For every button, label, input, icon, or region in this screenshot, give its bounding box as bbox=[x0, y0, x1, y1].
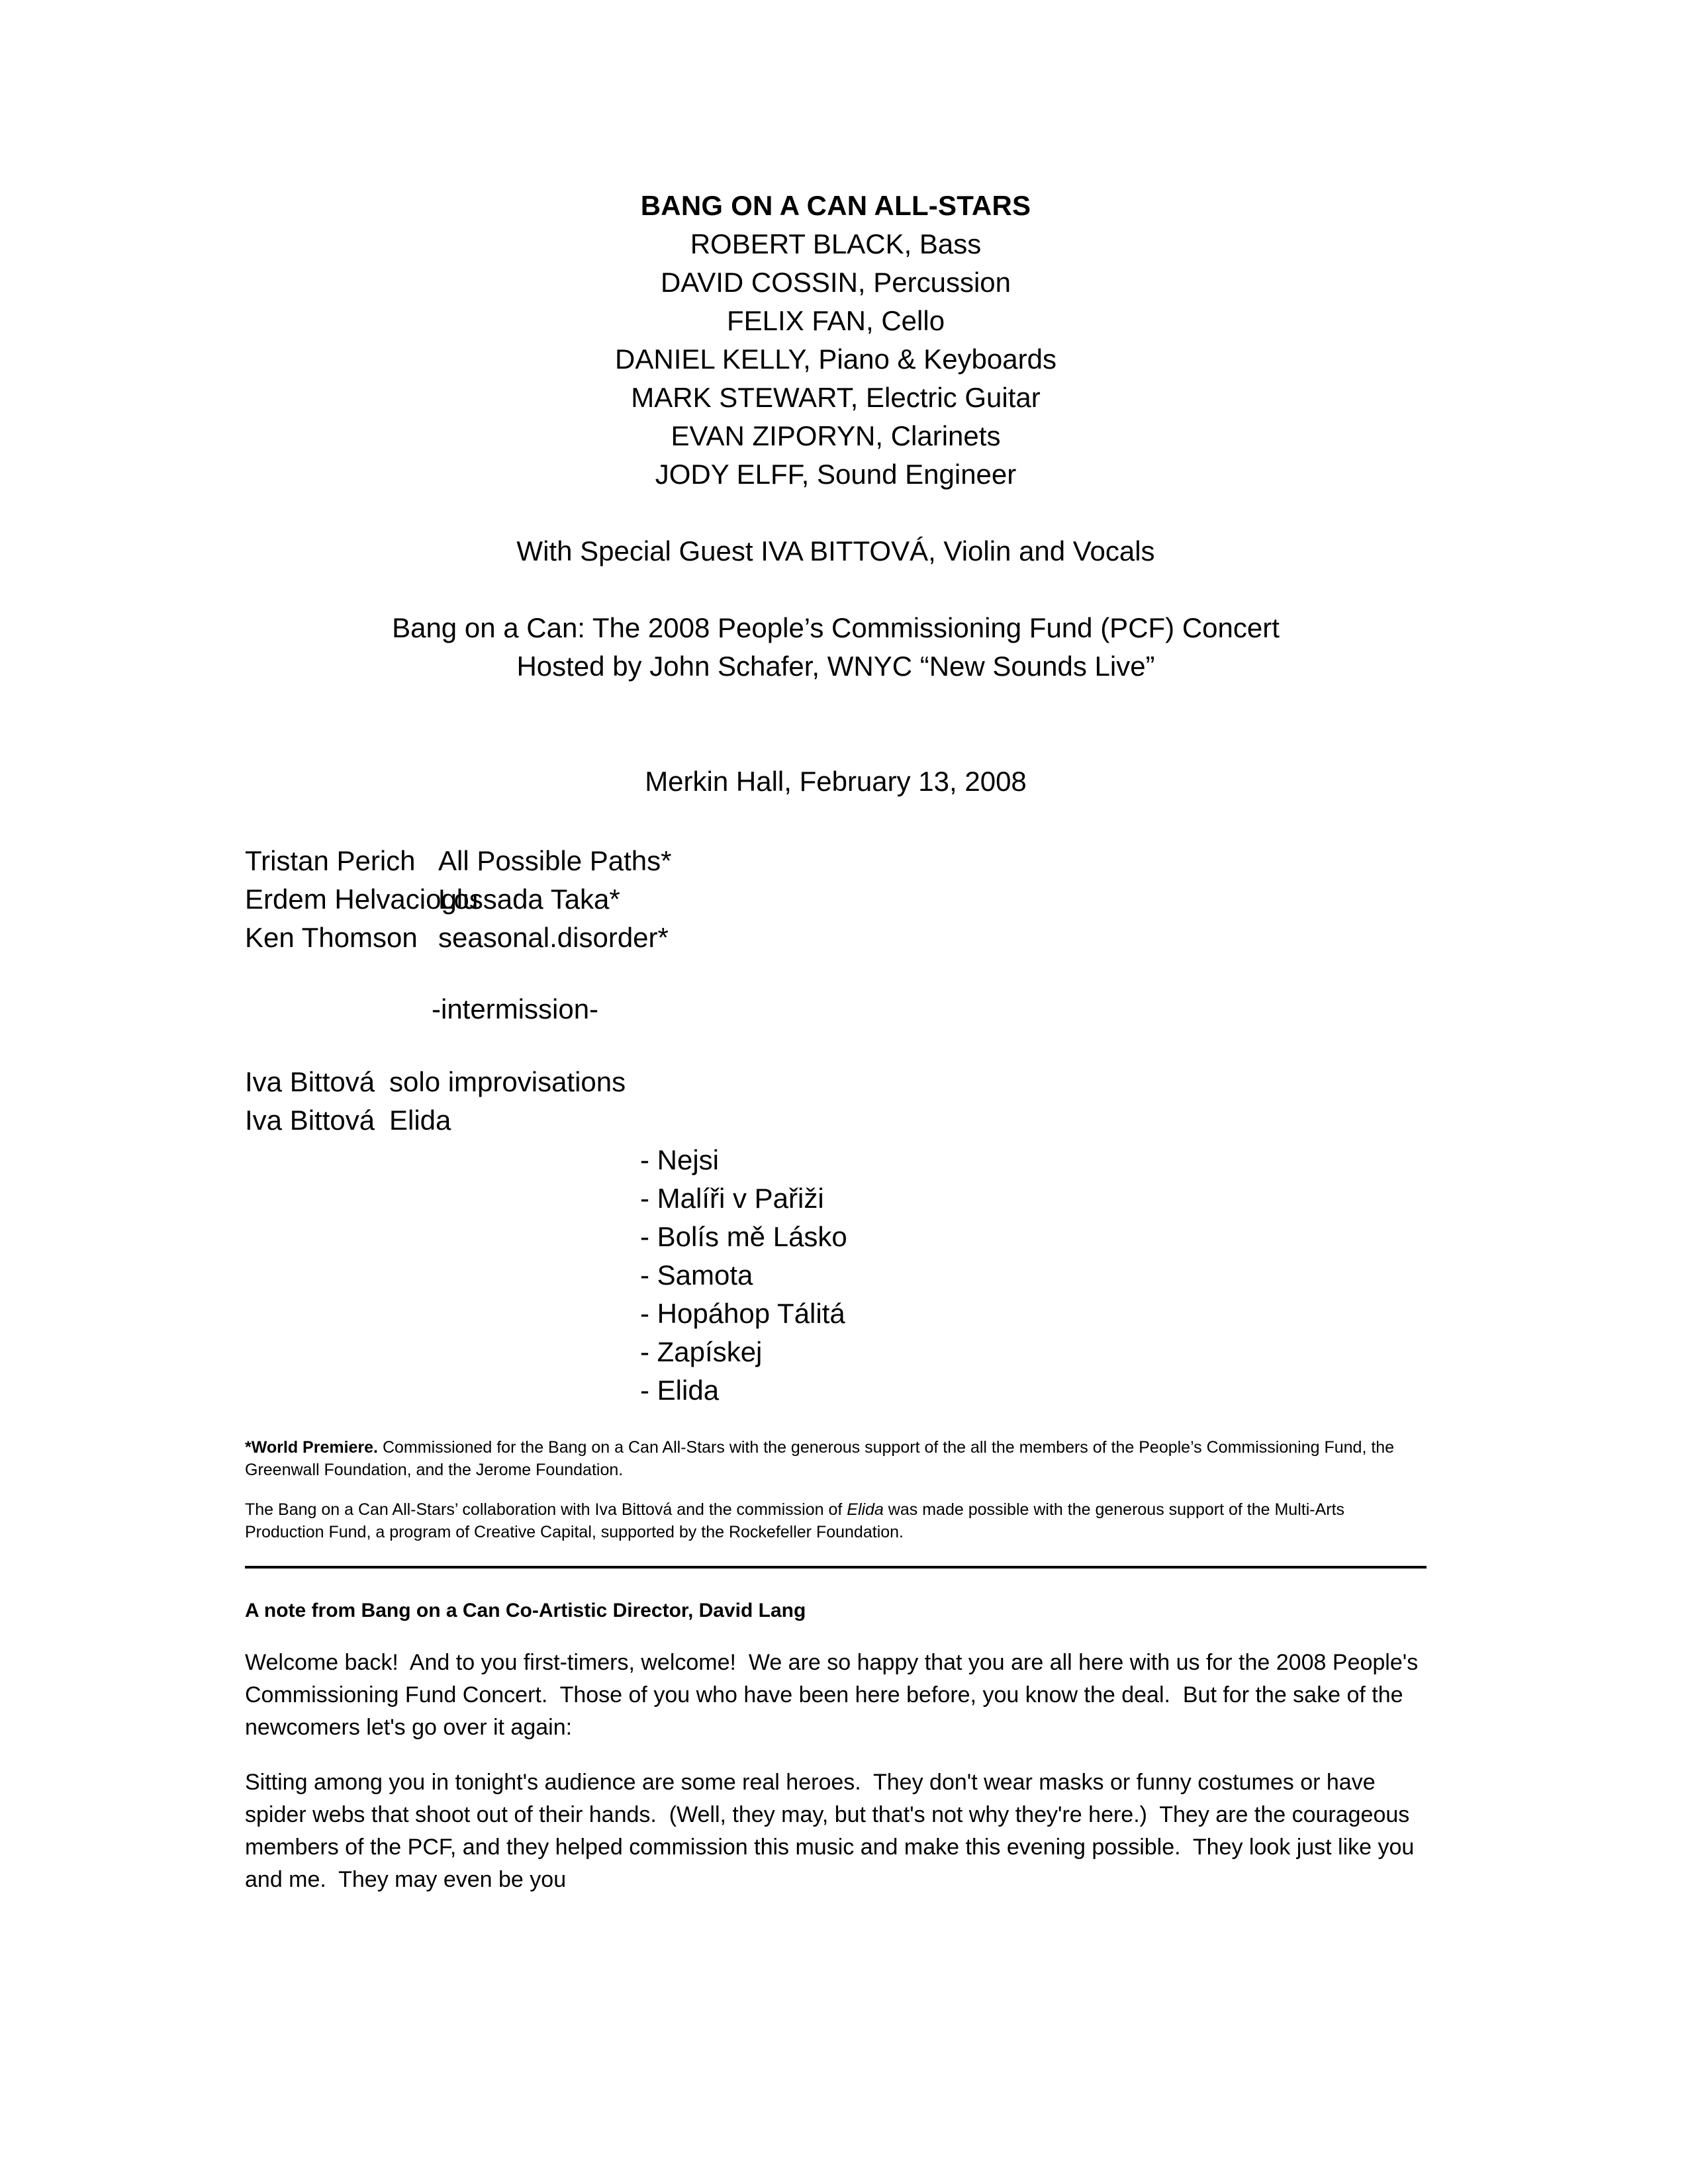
work-title: Elida bbox=[389, 1105, 451, 1136]
director-note bbox=[245, 1598, 1427, 1896]
composer-name: Tristan Perich bbox=[245, 845, 416, 876]
work-title: seasonal.disorder* bbox=[438, 922, 669, 953]
footnote-body-end: was made possible with the generous support of the Multi-Arts Production Fund, a program of Creative Capital, supported by the Rockefeller Foundation. bbox=[245, 1500, 1345, 1541]
song-movement: - Samota bbox=[640, 1259, 753, 1291]
section-divider bbox=[245, 1566, 1427, 1569]
program-row bbox=[245, 880, 1427, 919]
footnote-body-start: The Bang on a Can All-Stars’ collaboration with Iva Bittová and the commission of bbox=[245, 1500, 847, 1519]
program-row bbox=[245, 842, 1427, 880]
concert-host: Hosted by John Schafer, WNYC “New Sounds Live” bbox=[516, 651, 1155, 682]
note-paragraph: Sitting among you in tonight's audience are some real heroes. They don't wear masks or funny costumes or have spider webs that shoot out of their hands. (Well, they may, but that's not why they're here.) They are the courageous members of the PCF, and they helped commission this music and make this evening possible. They look just like you and me. They may even be you bbox=[245, 1770, 1421, 1892]
footnotes bbox=[245, 1436, 1427, 1543]
footnote-body: Commissioned for the Bang on a Can All-Stars with the generous support of the all the members of the People’s Commissioning Fund, the Greenwall Foundation, and the Jerome Foundation. bbox=[245, 1438, 1395, 1479]
song-movement: - Hopáhop Tálitá bbox=[640, 1298, 845, 1329]
page-title: BANG ON A CAN ALL-STARS bbox=[640, 190, 1031, 221]
composer-name: Ken Thomson bbox=[245, 922, 418, 953]
program-row bbox=[245, 1101, 1427, 1140]
composer-name: Erdem Helvacioglu bbox=[245, 884, 479, 915]
work-title-italic: Elida bbox=[847, 1500, 884, 1519]
performer-line: EVAN ZIPORYN, Clarinets bbox=[671, 420, 1001, 451]
performer-line: MARK STEWART, Electric Guitar bbox=[631, 382, 1041, 413]
footnote-collaboration bbox=[245, 1498, 1427, 1543]
song-movement-list bbox=[245, 1141, 1427, 1410]
program-row bbox=[245, 919, 1427, 957]
special-guest-line: With Special Guest IVA BITTOVÁ, Violin and Vocals bbox=[516, 535, 1155, 567]
footnote-lead: *World Premiere. bbox=[245, 1438, 379, 1457]
composer-name: Iva Bittová bbox=[245, 1066, 375, 1097]
page-content bbox=[245, 0, 1427, 1896]
song-movement: - Zapískej bbox=[640, 1336, 763, 1367]
song-movement: - Nejsi bbox=[640, 1144, 720, 1175]
note-heading: A note from Bang on a Can Co-Artistic Director, David Lang bbox=[245, 1600, 806, 1621]
concert-header bbox=[245, 609, 1427, 686]
work-title: All Possible Paths* bbox=[438, 845, 672, 876]
intermission-label: -intermission- bbox=[432, 993, 599, 1024]
program-row bbox=[245, 1063, 1427, 1101]
concert-title: Bang on a Can: The 2008 People’s Commissioning Fund (PCF) Concert bbox=[392, 612, 1280, 643]
performer-line: DAVID COSSIN, Percussion bbox=[660, 267, 1011, 298]
composer-name: Iva Bittová bbox=[245, 1105, 375, 1136]
performer-line: FELIX FAN, Cello bbox=[726, 305, 945, 336]
work-title: Lossada Taka* bbox=[438, 884, 620, 915]
song-movement: - Bolís mě Lásko bbox=[640, 1221, 847, 1252]
ensemble-header bbox=[245, 0, 1427, 494]
performer-line: JODY ELFF, Sound Engineer bbox=[655, 459, 1017, 490]
song-movement: - Elida bbox=[640, 1375, 720, 1406]
program-first-half bbox=[245, 842, 1427, 957]
program-second-half bbox=[245, 1063, 1427, 1140]
song-movement: - Malíři v Pařiži bbox=[640, 1183, 824, 1214]
work-title: solo improvisations bbox=[389, 1066, 626, 1097]
performer-line: ROBERT BLACK, Bass bbox=[690, 228, 982, 259]
footnote-world-premiere bbox=[245, 1436, 1427, 1481]
note-paragraph: Welcome back! And to you first-timers, welcome! We are so happy that you are all here with us for the 2008 People's Commissioning Fund Concert. Those of you who have been here before, you know the deal. But for the sake of the newcomers let's go over it again: bbox=[245, 1650, 1425, 1740]
performer-line: DANIEL KELLY, Piano & Keyboards bbox=[615, 343, 1056, 375]
venue-date: Merkin Hall, February 13, 2008 bbox=[645, 766, 1027, 797]
